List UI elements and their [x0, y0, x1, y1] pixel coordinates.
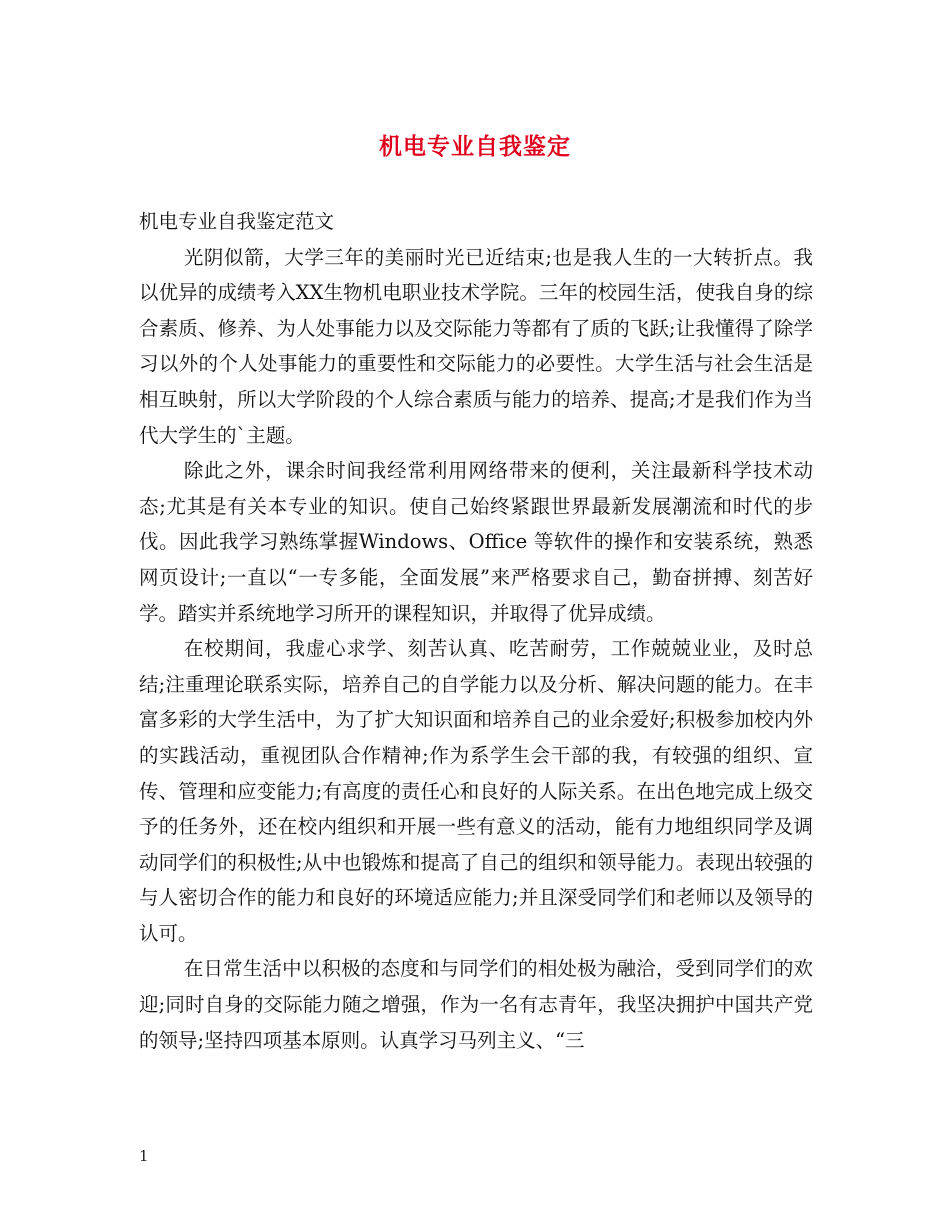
- paragraph-1: 光阴似箭，大学三年的美丽时光已近结束;也是我人生的一大转折点。我以优异的成绩考入XX生物机电职业技术学院。三年的校园生活，使我自身的综合素质、修养、为人处事能力以及交际能力等都有了质的飞跃;让我懂得了除学习以外的个人处事能力的重要性和交际能力的必要性。大学生活与社会生活是相互映射，所以大学阶段的个人综合素质与能力的培养、提高;才是我们作为当代大学生的`主题。: [139, 245, 813, 447]
- paragraph-3: 在校期间，我虚心求学、刻苦认真、吃苦耐劳，工作兢兢业业，及时总结;注重理论联系实际，培养自己的自学能力以及分析、解决问题的能力。在丰富多彩的大学生活中，为了扩大知识面和培养自己的业余爱好;积极参加校内外的实践活动，重视团队合作精神;作为系学生会干部的我，有较强的组织、宣传、管理和应变能力;有高度的责任心和良好的人际关系。在出色地完成上级交予的任务外，还在校内组织和开展一些有意义的活动，能有力地组织同学及调动同学们的积极性;从中也锻炼和提高了自己的组织和领导能力。表现出较强的与人密切合作的能力和良好的环境适应能力;并且深受同学们和老师以及领导的认可。: [139, 637, 813, 945]
- paragraph-4: 在日常生活中以积极的态度和与同学们的相处极为融洽，受到同学们的欢迎;同时自身的交际能力随之增强，作为一名有志青年，我坚决拥护中国共产党的领导;坚持四项基本原则。认真学习马列主义、“三: [139, 957, 813, 1052]
- document-title: 机电专业自我鉴定: [379, 133, 571, 160]
- page-number: 1: [139, 1147, 149, 1165]
- document-subtitle: 机电专业自我鉴定范文: [139, 210, 335, 233]
- paragraph-2: 除此之外，课余时间我经常利用网络带来的便利，关注最新科学技术动态;尤其是有关本专业的知识。使自己始终紧跟世界最新发展潮流和时代的步伐。因此我学习熟练掌握Windows、Office 等软件的操作和安装系统，熟悉网页设计;一直以“一专多能，全面发展”来严格要求自己，勤奋拼搏、刻苦好学。踏实并系统地学习所开的课程知识，并取得了优异成绩。: [139, 459, 813, 625]
- document-body: [139, 204, 813, 1058]
